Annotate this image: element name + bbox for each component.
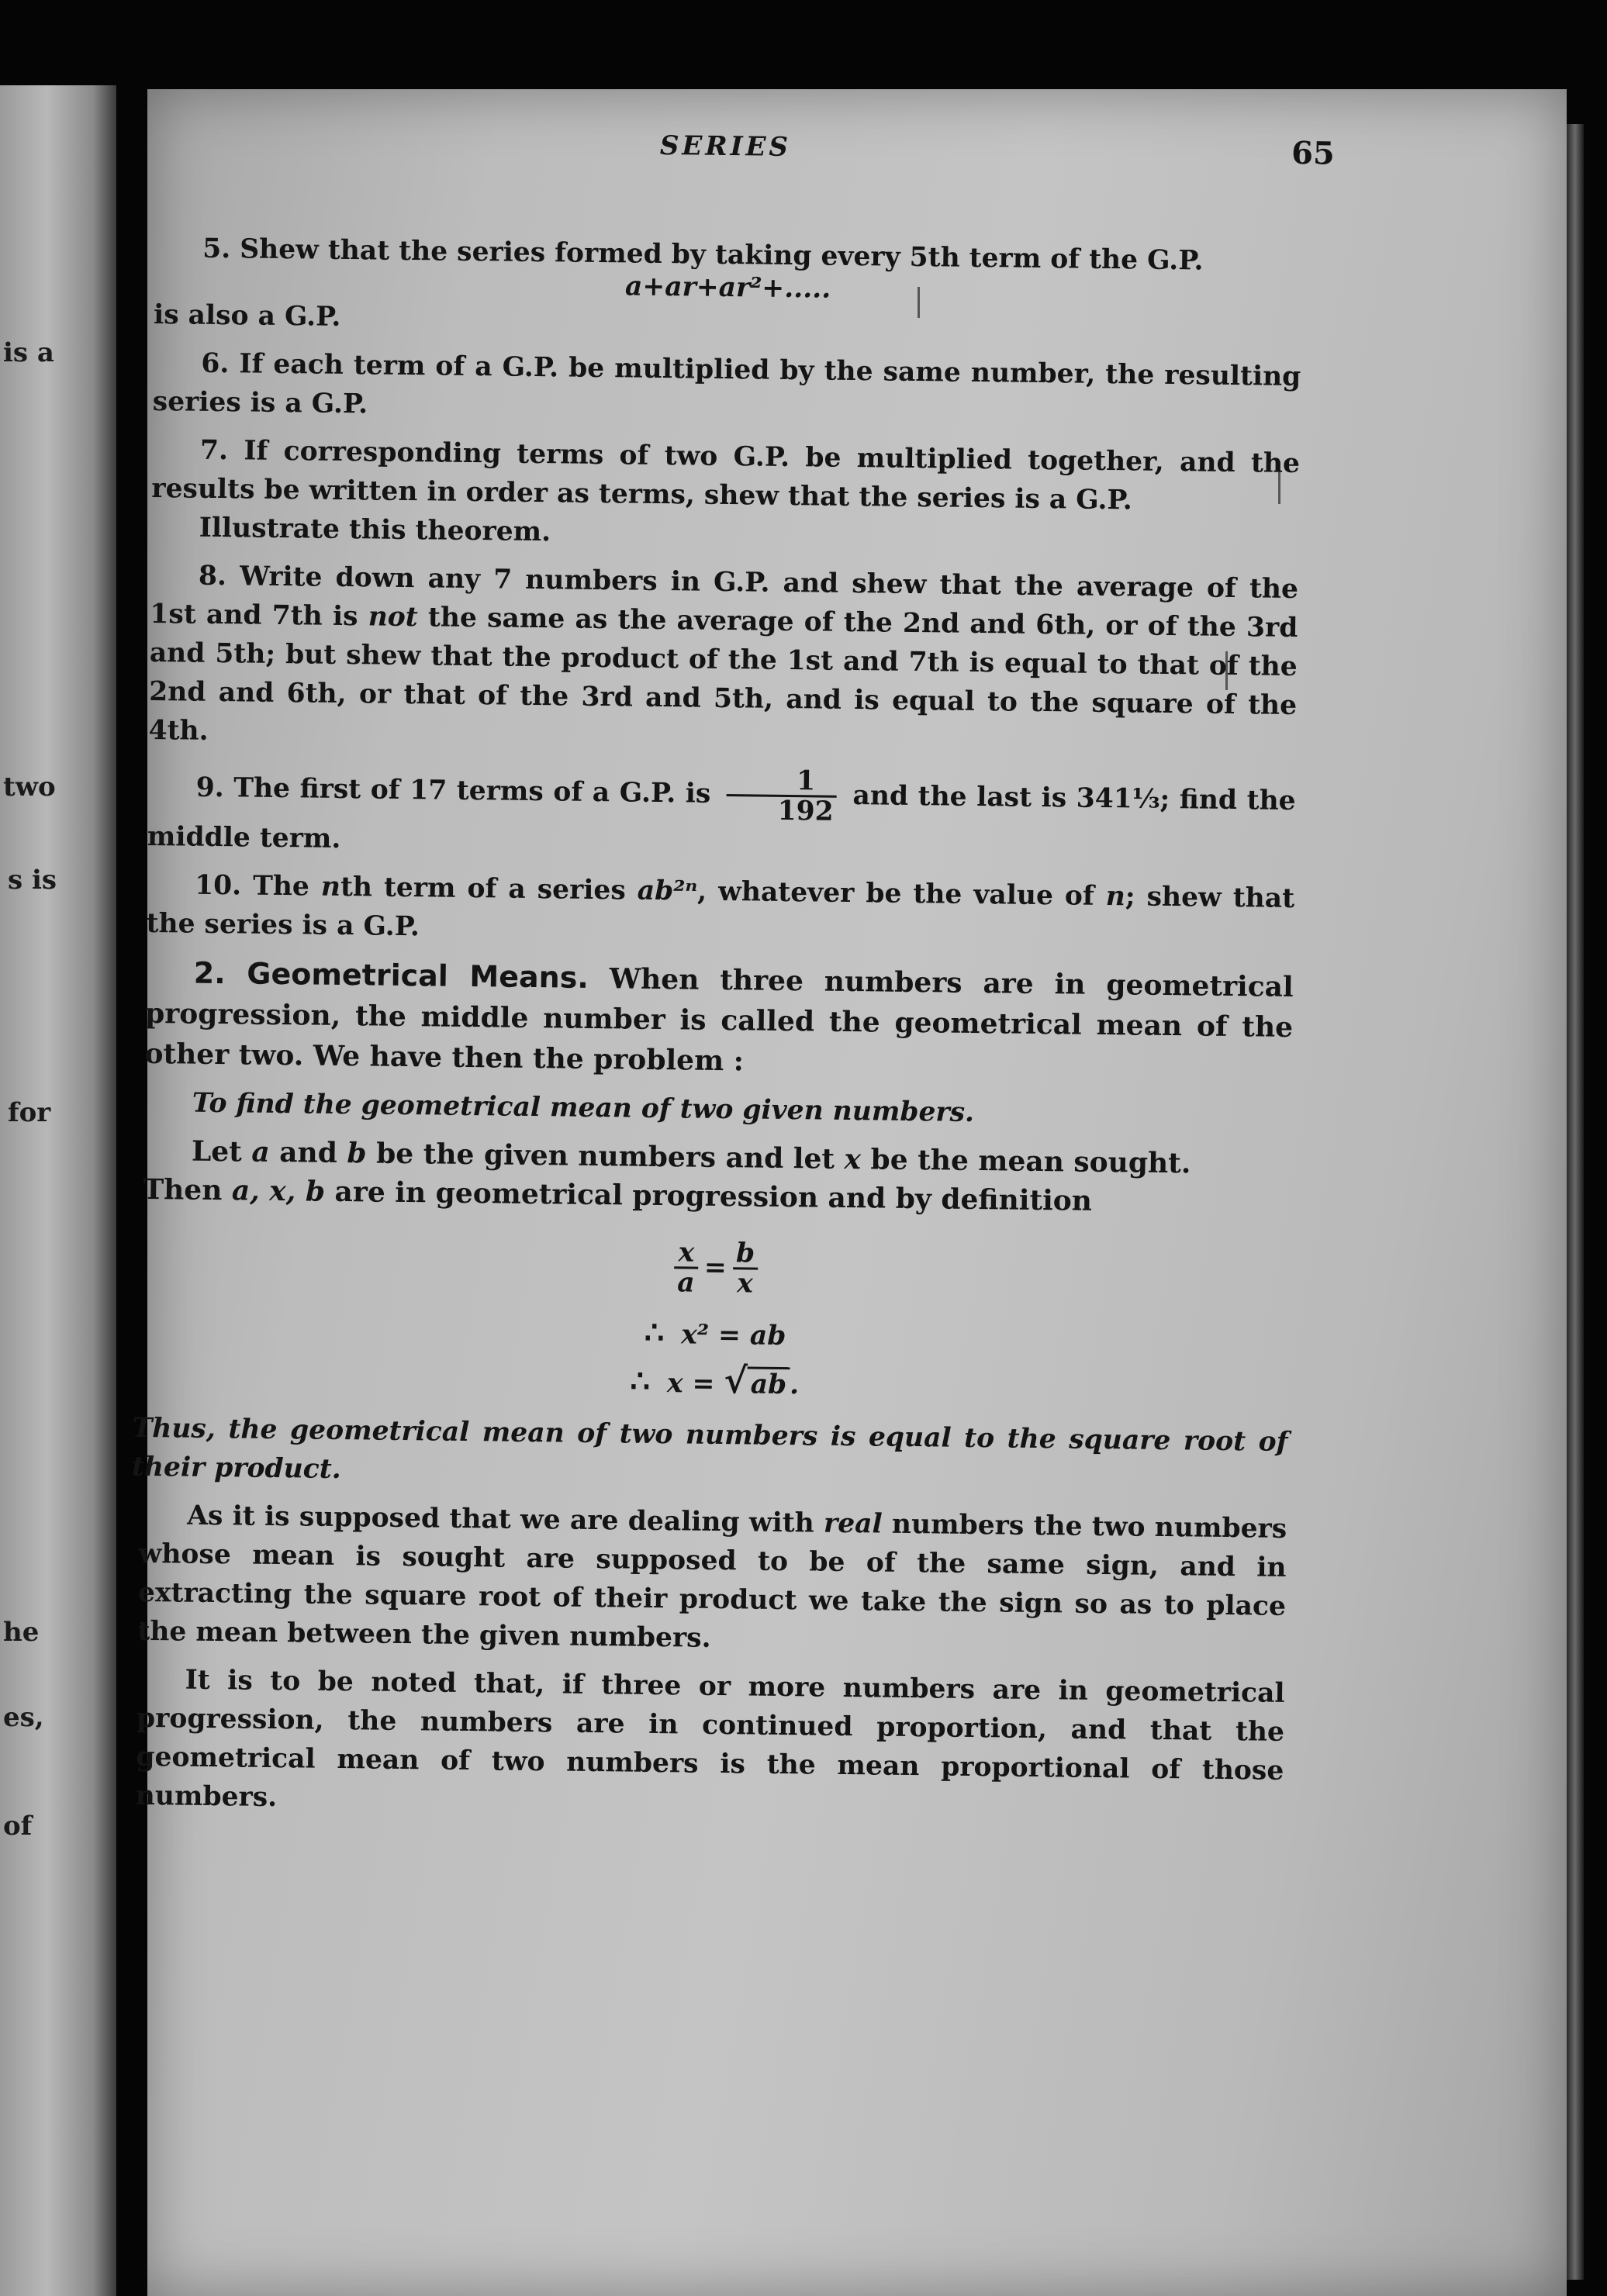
ratio-left [674, 1236, 698, 1299]
page-header [154, 129, 1336, 289]
exercise-8-not: not [368, 601, 418, 634]
ratio-right-numerator: b [733, 1239, 759, 1269]
exercise-10-n: n [320, 871, 341, 903]
square-root-body: ab [747, 1366, 790, 1400]
then-text-b: are in geometrical progression and by definition [324, 1175, 1093, 1217]
ratio-left-denominator: a [677, 1266, 695, 1299]
left-page-fragment: of [3, 1811, 33, 1842]
equation-ratio [142, 1218, 1291, 1317]
exercise-10-text-c: , whatever be the value of [696, 875, 1107, 913]
exercise-5-line2: is also a G.P. [153, 299, 341, 333]
left-page-fragment: es, [3, 1702, 44, 1733]
var-b: b [347, 1137, 367, 1170]
equals-sign: = [703, 1252, 727, 1284]
exercise-9 [147, 759, 1296, 870]
exercise-10-text-b: th term of a series [340, 871, 638, 906]
let-text-c: be the given numbers and let [366, 1137, 845, 1176]
problem-statement: To find the geometrical mean of two given numbers. [192, 1087, 975, 1128]
equation-block [140, 1218, 1291, 1410]
section-heading: 2. Geometrical Means. [193, 955, 589, 995]
exercise-8-text-b: the same as the average of the 2nd and 6th, or of the 3rd and 5th; but shew that the product of the 1st and 7th is equal to that of the 2nd and 6th, or that of the 3rd and 5th, and is equal to the square of the 4th. [148, 602, 1298, 747]
let-text-d: be the mean sought. [860, 1143, 1191, 1180]
left-page-fragment: s is [8, 865, 57, 896]
ratio-left-numerator: x [674, 1238, 698, 1269]
let-text-a: Let [191, 1134, 252, 1169]
left-page-fragment: he [3, 1617, 40, 1648]
exercise-7-illustrate: Illustrate this theorem. [199, 512, 551, 548]
page-number: 65 [1291, 134, 1336, 172]
left-page-fragment: is a [3, 337, 54, 368]
fraction-numerator: 1 [727, 766, 837, 798]
exercise-9-fraction [726, 766, 837, 826]
exercise-10-term: ab²ⁿ [637, 875, 698, 907]
fraction-denominator: 192 [777, 795, 834, 827]
exercise-6: 6. If each term of a G.P. be multiplied by the same number, the resulting series is a G.P. [152, 347, 1301, 420]
then-vars: a, x, b [231, 1174, 326, 1208]
paragraph-continued-proportion: It is to be noted that, if three or more numbers are in geometrical progression, the numbers are in continued proportion, and that the geometrical mean of two numbers is the mean proportional of those numbers. [135, 1664, 1285, 1814]
exercise-8 [148, 556, 1298, 764]
ratio-right-denominator: x [737, 1267, 754, 1300]
ratio-right [732, 1237, 758, 1300]
page-edge-shadow [1567, 124, 1584, 2280]
section-intro [144, 952, 1294, 1088]
exercise-9-text-a: 9. The first of 17 terms of a G.P. is [195, 772, 711, 810]
result-statement: Thus, the geometrical mean of two numbers is equal to the square root of their product. [131, 1412, 1288, 1486]
paragraph-real-numbers [137, 1496, 1287, 1665]
page-content [131, 129, 1336, 1839]
paragraph-real-text-a: As it is supposed that we are dealing with [186, 1500, 824, 1539]
var-a: a [251, 1135, 270, 1169]
var-x: x [844, 1142, 862, 1176]
therefore-symbol: ∴ [630, 1362, 651, 1400]
exercise-5-line1: 5. Shew that the series formed by taking every 5th term of the G.P. [202, 233, 1204, 277]
exercise-5-formula: a+ar+ar²+..... [624, 271, 831, 305]
running-title: SERIES [659, 129, 792, 164]
equation-square-text: x² = ab [681, 1319, 786, 1352]
left-page-fragment: two [3, 772, 56, 803]
exercise-10-text-d: ; shew that the series is a G.P. [146, 881, 1295, 943]
exercise-7: 7. If corresponding terms of two G.P. be multiplied together, and the results be written in order as terms, shew that the series is a G.P. [151, 434, 1301, 516]
square-root-sign: √ [724, 1359, 748, 1402]
exercise-10 [146, 865, 1294, 957]
then-text-a: Then [143, 1172, 233, 1207]
left-page-edge [0, 85, 116, 2296]
paragraph-real-word: real [823, 1507, 883, 1540]
section-intro-text: When three numbers are in geometrical progression, the middle number is called the geometrical mean of the other two. We have then the problem : [144, 962, 1294, 1078]
let-text-b: and [269, 1135, 347, 1170]
exercise-8-text-a: 8. Write down any 7 numbers in G.P. and shew that the average of the 1st and 7th is [150, 560, 1299, 633]
therefore-symbol: ∴ [644, 1314, 665, 1352]
equation-root-end: . [789, 1369, 800, 1401]
exercise-9-text-b: and the last is 341⅓; find the middle term. [147, 780, 1296, 855]
exercise-10-text-a: 10. The [194, 869, 322, 903]
paragraph-real-text-b: numbers the two numbers whose mean is sought are supposed to be of the same sign, and in extracting the square root of their product we take the sign so as to place the mean between the given numbers. [137, 1508, 1287, 1654]
left-page-fragment: for [8, 1097, 51, 1128]
exercise-10-n2: n [1105, 881, 1126, 913]
equation-root-lhs: x = [666, 1368, 715, 1400]
